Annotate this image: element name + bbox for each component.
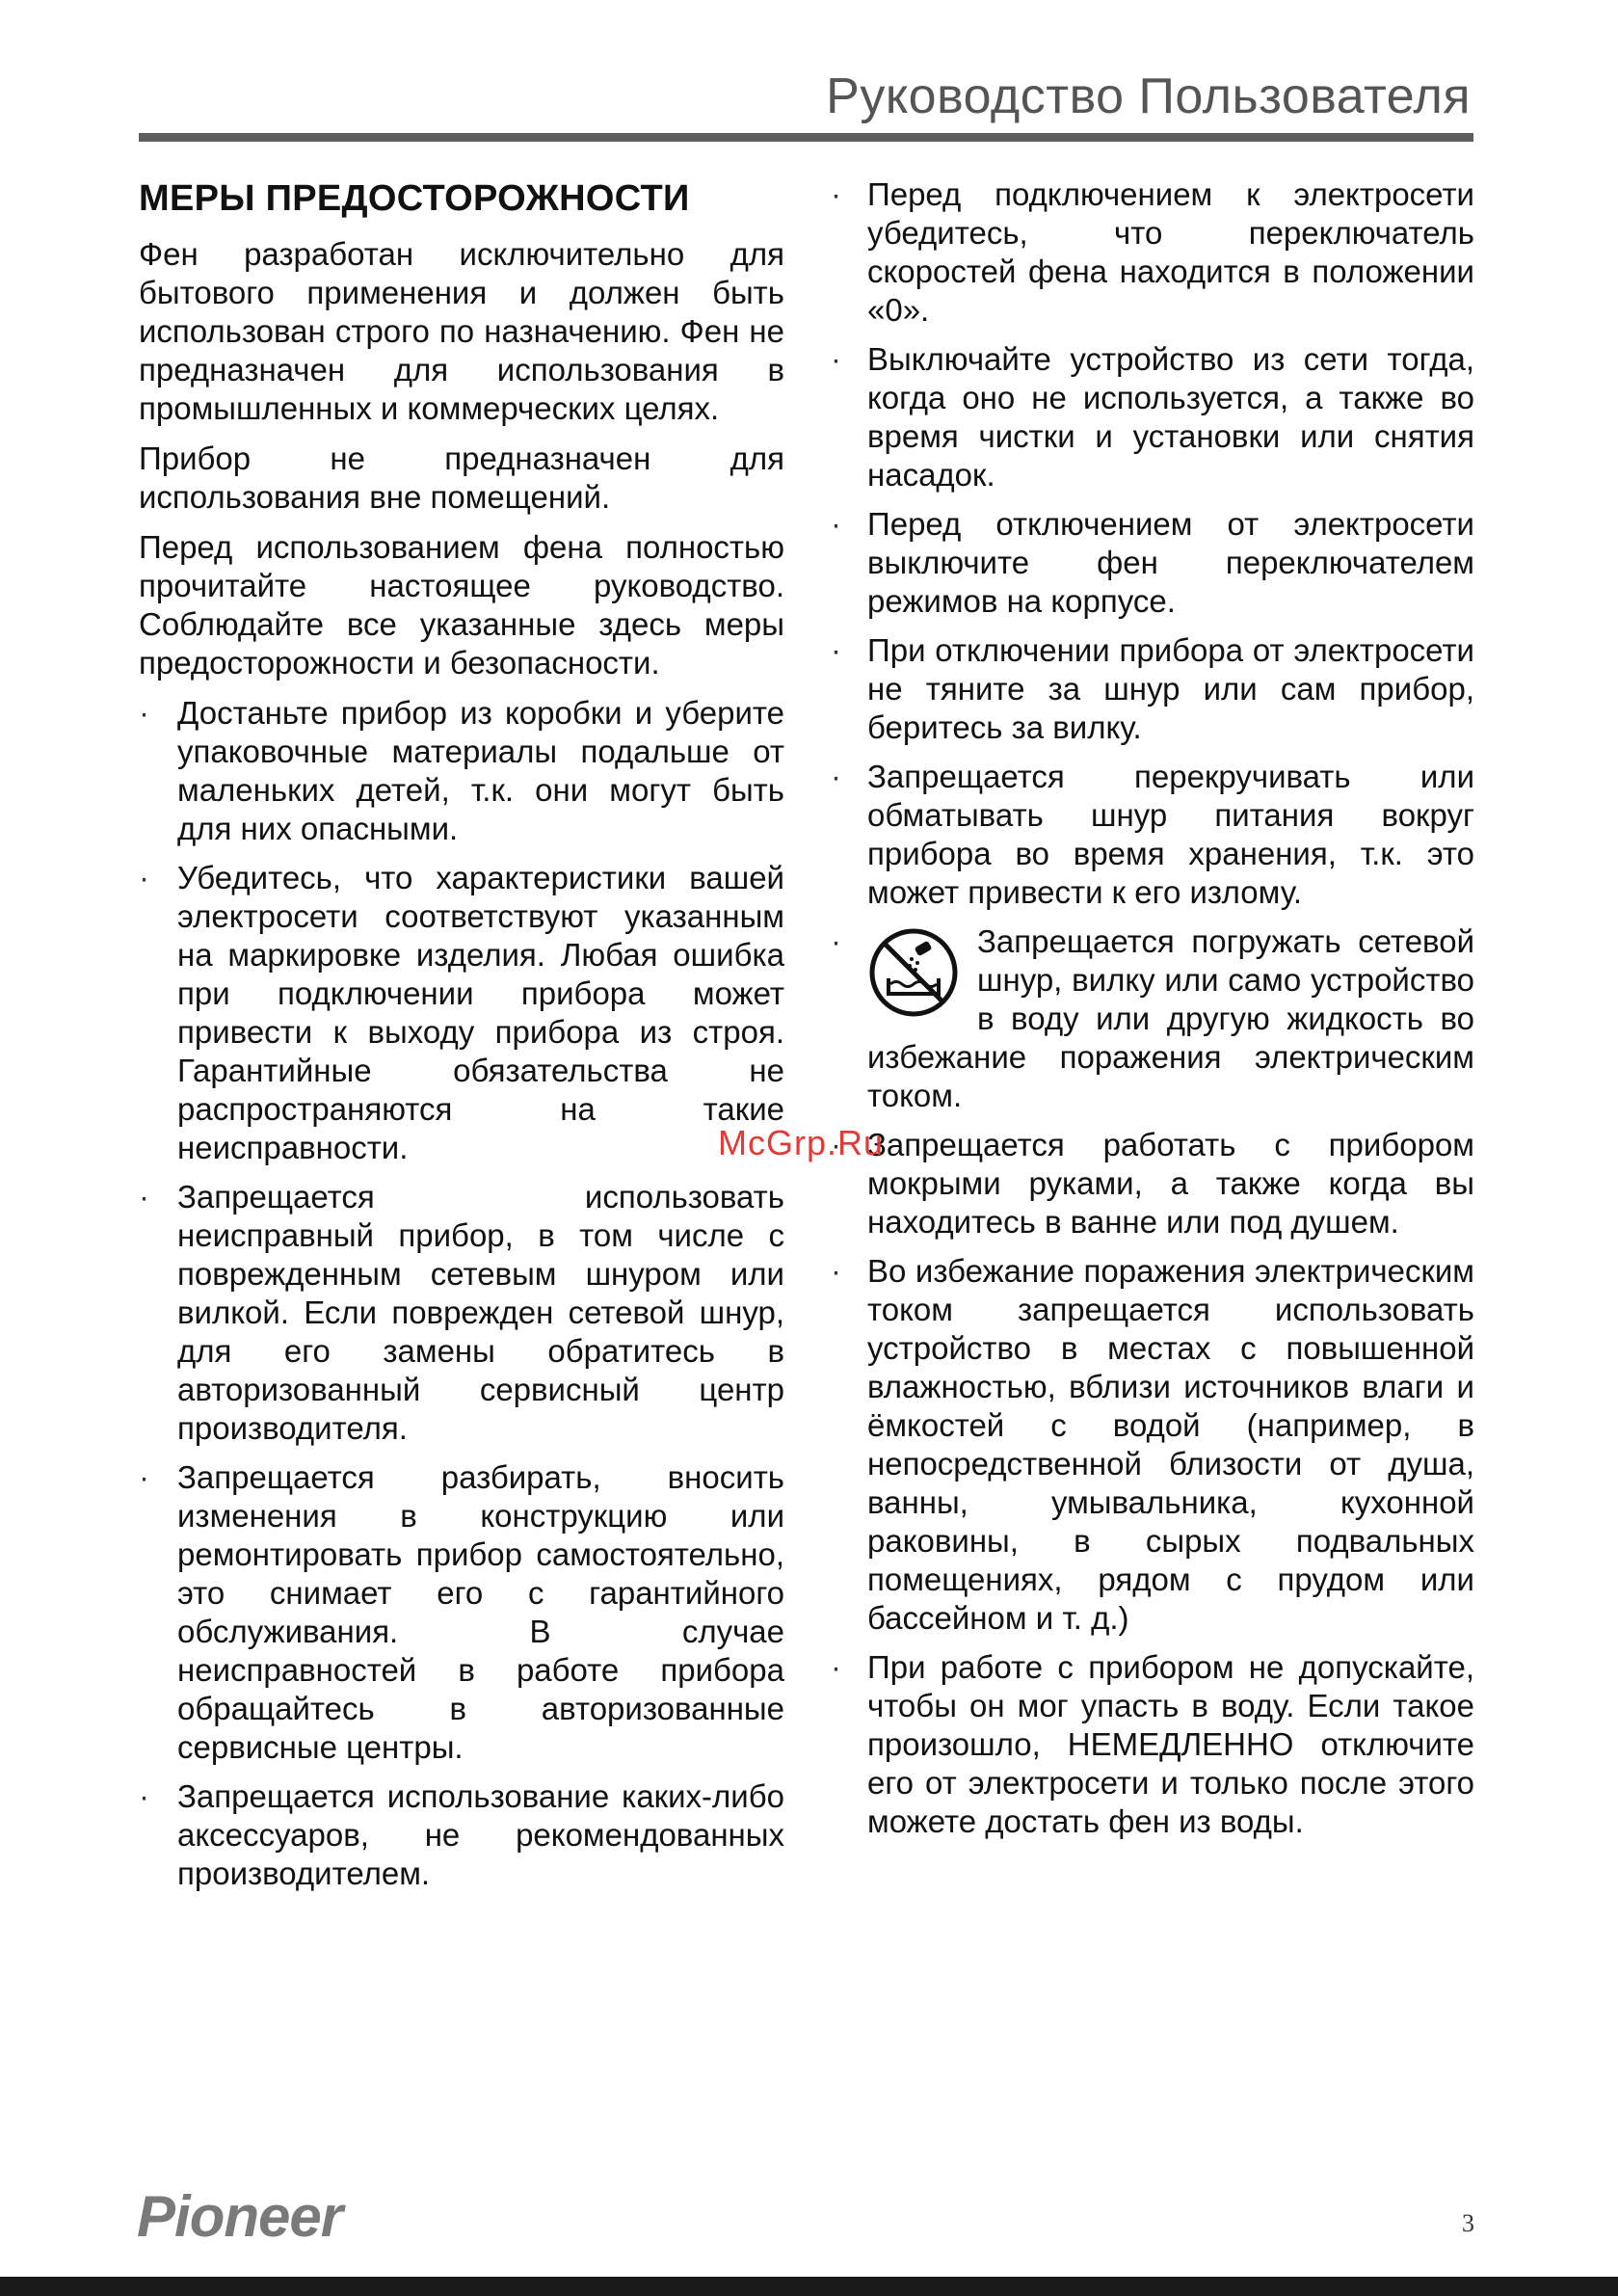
- watermark: McGrp.Ru: [718, 1123, 885, 1162]
- header-divider: [139, 133, 1473, 142]
- list-item: · Запрещается работать с прибором мокрыми руками, а также когда вы находитесь в ванне или под душем.: [831, 1126, 1474, 1241]
- list-item: · Перед подключением к электросети убедитесь, что переключатель скоростей фена находится в положении «0».: [831, 175, 1474, 330]
- list-item-with-icon: [831, 922, 1474, 1115]
- list-item: · При работе с прибором не допускайте, чтобы он мог упасть в воду. Если такое произошло, НЕМЕДЛЕННО отключите его от электросети и только после этого можете достать фен из воды.: [831, 1648, 1474, 1841]
- left-bullet-list: [139, 694, 784, 1893]
- list-item: · При отключении прибора от электросети не тяните за шнур или сам прибор, беритесь за вилку.: [831, 631, 1474, 747]
- list-item: · Перед отключением от электросети выключите фен переключателем режимов на корпусе.: [831, 505, 1474, 621]
- paragraph: Фен разработан исключительно для бытового применения и должен быть использован строго по назначению. Фен не предназначен для использования в промышленных и коммерческих целях.: [139, 236, 784, 426]
- list-item: · Выключайте устройство из сети тогда, когда оно не используется, а также во время чистки и установки или снятия насадок.: [831, 340, 1474, 494]
- page-header-title: Руководство Пользователя: [826, 68, 1471, 124]
- section-title: МЕРЫ ПРЕДОСТОРОЖНОСТИ: [139, 178, 690, 219]
- page-number: 3: [1462, 2209, 1474, 2237]
- list-item: · Убедитесь, что характеристики вашей электросети соответствуют указанным на маркировке изделия. Любая ошибка при подключении прибора может привести к выходу прибора из строя. Гарантийные обязательства не распространяются на такие неисправности.: [139, 859, 784, 1167]
- right-column: [831, 175, 1474, 1852]
- brand-logo: Pioneer: [137, 2184, 343, 2249]
- list-item: · Достаньте прибор из коробки и уберите упаковочные материалы подальше от маленьких детей, т.к. они могут быть для них опасными.: [139, 694, 784, 848]
- right-bullet-list: [831, 175, 1474, 1841]
- no-immersion-in-water-icon: [867, 926, 960, 1019]
- list-item: · Запрещается использовать неисправный прибор, в том числе с поврежденным сетевым шнуром или вилкой. Если поврежден сетевой шнур, для его замены обратитесь в авторизованный сервисный центр производителя.: [139, 1178, 784, 1448]
- left-column: [139, 175, 784, 1904]
- list-item: · Запрещается использование каких-либо аксессуаров, не рекомендованных производителем.: [139, 1777, 784, 1893]
- paragraph: Перед использованием фена полностью прочитайте настоящее руководство. Соблюдайте все указанные здесь меры предосторожности и безопасности.: [139, 529, 784, 681]
- paragraph: Прибор не предназначен для использования вне помещений.: [139, 441, 784, 515]
- icon-bullet-text: Запрещается погружать сетевой шнур, вилку или само устройство в воду или другую жидкость во избежание поражения электрическим током.: [867, 923, 1474, 1113]
- list-item: · Запрещается перекручивать или обматывать шнур питания вокруг прибора во время хранения, т.к. это может привести к его излому.: [831, 758, 1474, 912]
- list-item: · Во избежание поражения электрическим током запрещается использовать устройство в местах с повышенной влажностью, вблизи источников влаги и ёмкостей с водой (например, в непосредственной близости от душа, ванны, умывальника, кухонной раковины, в сырых подвальных помещениях, рядом с прудом или бассейном и т. д.): [831, 1252, 1474, 1638]
- bottom-edge-bar: [0, 2277, 1618, 2296]
- list-item: · Запрещается разбирать, вносить изменения в конструкцию или ремонтировать прибор самостоятельно, это снимает его с гарантийного обслуживания. В случае неисправностей в работе прибора обращайтесь в авторизованные сервисные центры.: [139, 1458, 784, 1767]
